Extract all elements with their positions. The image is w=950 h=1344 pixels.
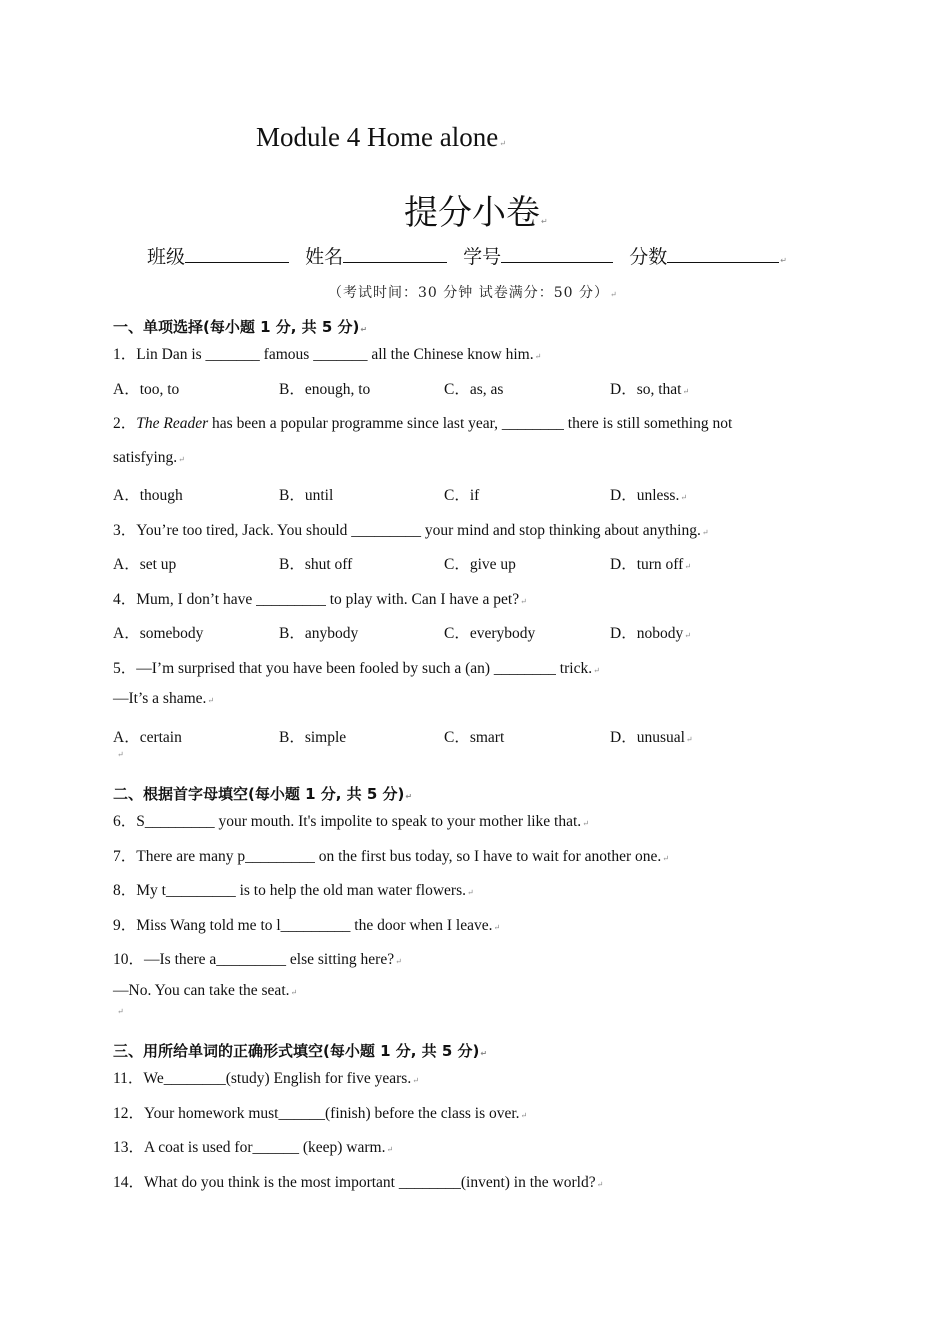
q2-option-c[interactable]: C．if bbox=[444, 487, 480, 504]
q4-option-d[interactable]: D．nobody↵ bbox=[610, 625, 691, 642]
student-number-label: 学号 bbox=[463, 246, 502, 268]
class-label: 班级 bbox=[147, 246, 186, 268]
q1-option-b[interactable]: B．enough, to bbox=[279, 381, 371, 398]
question-1: 1．Lin Dan is _______ famous _______ all the Chinese know him.↵ bbox=[113, 346, 542, 363]
q2-option-d[interactable]: D．unless.↵ bbox=[610, 487, 688, 504]
student-info-row: 班级 姓名 学号 分数 ↵ bbox=[147, 246, 787, 268]
module-title: Module 4 Home alone↵ bbox=[256, 122, 506, 152]
question-12: 12．Your homework must______(finish) before the class is over.↵ bbox=[113, 1105, 528, 1122]
student-number-blank[interactable] bbox=[501, 244, 613, 263]
empty-paragraph-mark: ↵ bbox=[117, 750, 124, 759]
question-10-reply: —No. You can take the seat.↵ bbox=[113, 982, 298, 999]
q5-option-c[interactable]: C．smart bbox=[444, 729, 505, 746]
q4-option-a[interactable]: A．somebody bbox=[113, 625, 204, 642]
question-9: 9．Miss Wang told me to l_________ the door when I leave.↵ bbox=[113, 917, 501, 934]
class-blank[interactable] bbox=[185, 244, 289, 263]
exam-note: （考试时间：30 分钟 试卷满分：50 分）↵ bbox=[328, 285, 618, 301]
question-2: 2．The Reader has been a popular programme since last year, ________ there is still something not bbox=[113, 415, 733, 432]
question-6: 6．S_________ your mouth. It's impolite to speak to your mother like that.↵ bbox=[113, 813, 589, 830]
question-7: 7．There are many p_________ on the first bus today, so I have to wait for another one.↵ bbox=[113, 848, 669, 865]
q2-option-a[interactable]: A．though bbox=[113, 487, 183, 504]
q5-option-a[interactable]: A．certain bbox=[113, 729, 182, 746]
programme-title: The Reader bbox=[136, 415, 209, 432]
q3-option-d[interactable]: D．turn off↵ bbox=[610, 556, 692, 573]
name-blank[interactable] bbox=[343, 244, 447, 263]
name-label: 姓名 bbox=[305, 246, 344, 268]
q1-option-c[interactable]: C．as, as bbox=[444, 381, 504, 398]
q1-option-a[interactable]: A．too, to bbox=[113, 381, 180, 398]
score-blank[interactable] bbox=[667, 244, 779, 263]
q1-option-d[interactable]: D．so, that↵ bbox=[610, 381, 690, 398]
q4-option-c[interactable]: C．everybody bbox=[444, 625, 536, 642]
q5-option-b[interactable]: B．simple bbox=[279, 729, 347, 746]
q5-option-d[interactable]: D．unusual↵ bbox=[610, 729, 693, 746]
question-8: 8．My t_________ is to help the old man water flowers.↵ bbox=[113, 882, 474, 899]
question-3: 3．You’re too tired, Jack. You should _________ your mind and stop thinking about anything.↵ bbox=[113, 522, 709, 539]
empty-paragraph-mark: ↵ bbox=[117, 1007, 124, 1016]
q3-option-a[interactable]: A．set up bbox=[113, 556, 177, 573]
question-11: 11．We________(study) English for five years.↵ bbox=[113, 1070, 419, 1087]
q2-option-b[interactable]: B．until bbox=[279, 487, 334, 504]
q3-option-b[interactable]: B．shut off bbox=[279, 556, 353, 573]
question-14: 14．What do you think is the most important ________(invent) in the world?↵ bbox=[113, 1174, 604, 1191]
question-5: 5．—I’m surprised that you have been fooled by such a (an) ________ trick.↵ bbox=[113, 660, 600, 677]
question-4: 4．Mum, I don’t have _________ to play with. Can I have a pet?↵ bbox=[113, 591, 527, 608]
section-3-heading: 三、用所给单词的正确形式填空(每小题 1 分, 共 5 分)↵ bbox=[113, 1042, 488, 1060]
question-5-reply: —It’s a shame.↵ bbox=[113, 690, 215, 707]
section-2-heading: 二、根据首字母填空(每小题 1 分, 共 5 分)↵ bbox=[113, 785, 413, 803]
q4-option-b[interactable]: B．anybody bbox=[279, 625, 359, 642]
question-13: 13．A coat is used for______ (keep) warm.↵ bbox=[113, 1139, 394, 1156]
q3-option-c[interactable]: C．give up bbox=[444, 556, 516, 573]
question-10: 10．—Is there a_________ else sitting here?↵ bbox=[113, 951, 402, 968]
paper-title: 提分小卷↵ bbox=[404, 193, 548, 233]
question-2-continued: satisfying.↵ bbox=[113, 449, 185, 466]
score-label: 分数 bbox=[629, 246, 668, 268]
section-1-heading: 一、单项选择(每小题 1 分, 共 5 分)↵ bbox=[113, 318, 368, 336]
